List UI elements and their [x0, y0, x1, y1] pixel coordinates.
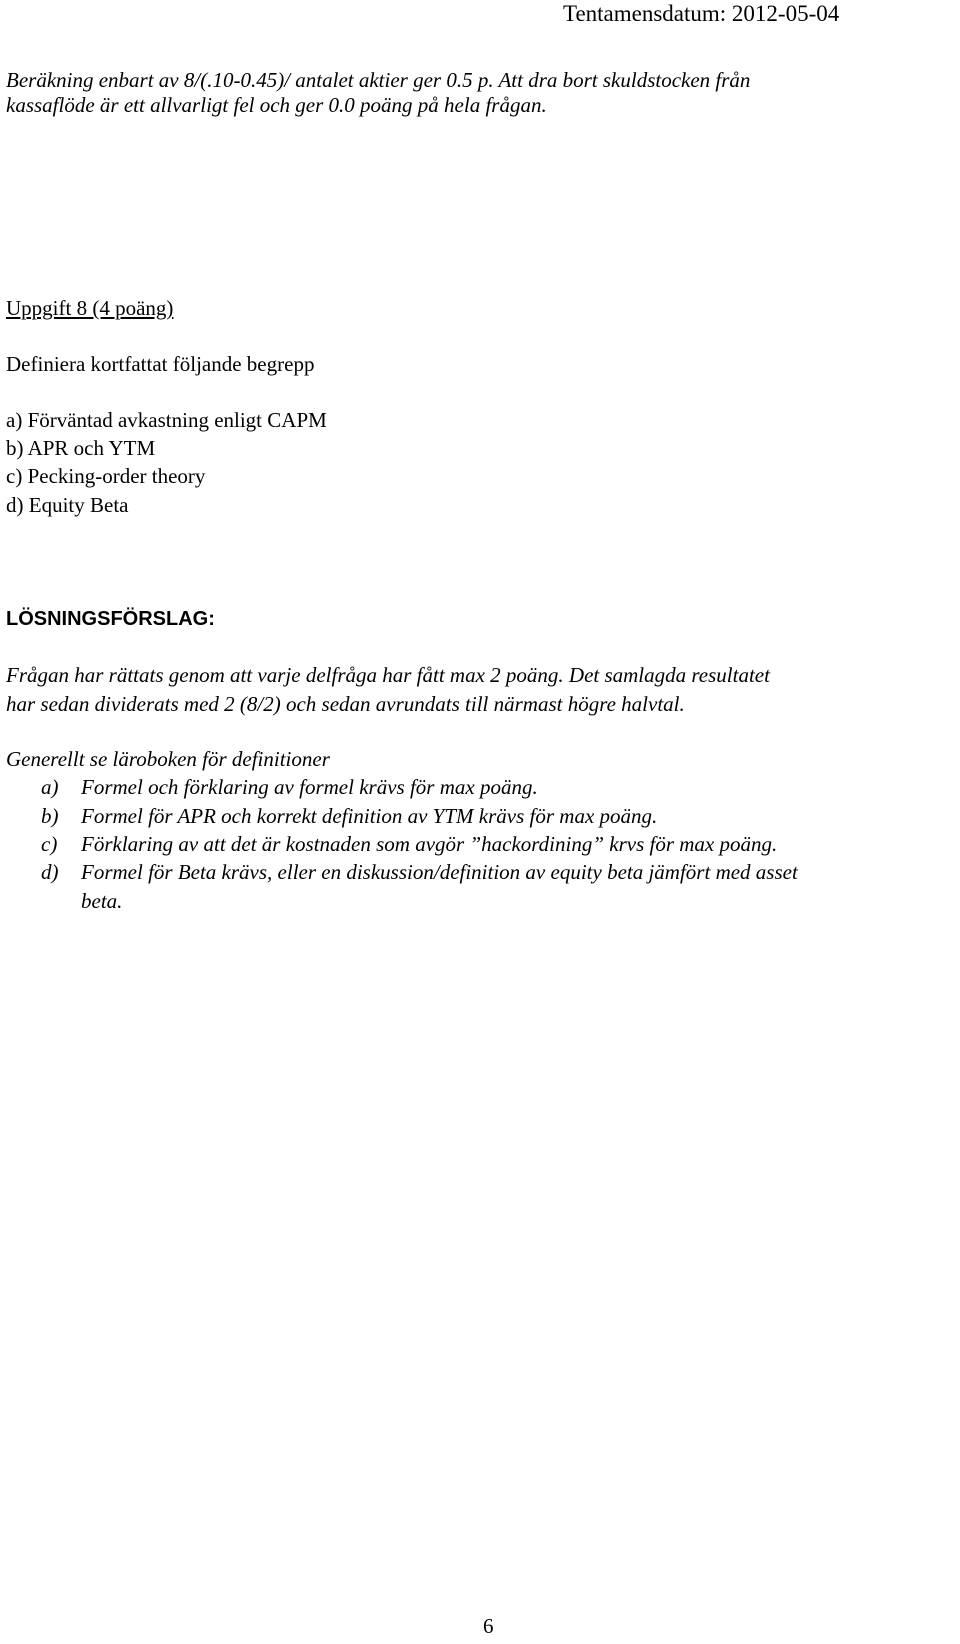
task-title: Uppgift 8 (4 poäng) — [6, 296, 174, 320]
solution-list-text-d: Formel för Beta krävs, eller en diskussion/definition av equity beta jämfört med asset — [81, 860, 798, 884]
solution-paragraph-line-2: har sedan dividerats med 2 (8/2) och sedan avrundats till närmast högre halvtal. — [6, 692, 685, 716]
solution-list-text-d-continuation: beta. — [81, 889, 123, 913]
task-item-d: d) Equity Beta — [6, 493, 129, 517]
solution-list-text-b: Formel för APR och korrekt definition av YTM krävs för max poäng. — [81, 804, 658, 828]
exam-date-header: Tentamensdatum: 2012-05-04 — [563, 1, 840, 26]
solution-list-text-c: Förklaring av att det är kostnaden som avgör ”hackordining” krvs för max poäng. — [81, 832, 778, 856]
task-item-c: c) Pecking-order theory — [6, 464, 206, 488]
solution-paragraph-line-1: Frågan har rättats genom att varje delfråga har fått max 2 poäng. Det samlagda resultatet — [6, 663, 770, 687]
intro-line-1: Beräkning enbart av 8/(.10-0.45)/ antalet aktier ger 0.5 p. Att dra bort skuldstocken från — [6, 68, 751, 92]
task-instruction: Definiera kortfattat följande begrepp — [6, 352, 315, 376]
solution-definitions-intro: Generellt se läroboken för definitioner — [6, 747, 330, 771]
task-item-a: a) Förväntad avkastning enligt CAPM — [6, 408, 327, 432]
solution-heading: LÖSNINGSFÖRSLAG: — [6, 608, 215, 630]
intro-line-2: kassaflöde är ett allvarligt fel och ger 0.0 poäng på hela frågan. — [6, 93, 547, 117]
solution-list-marker-c: c) — [41, 832, 58, 856]
solution-list-marker-b: b) — [41, 804, 59, 828]
solution-list-marker-d: d) — [41, 860, 59, 884]
task-item-b: b) APR och YTM — [6, 436, 156, 460]
solution-list-marker-a: a) — [41, 775, 59, 799]
solution-list-text-a: Formel och förklaring av formel krävs för max poäng. — [81, 775, 538, 799]
page-number: 6 — [483, 1614, 494, 1638]
